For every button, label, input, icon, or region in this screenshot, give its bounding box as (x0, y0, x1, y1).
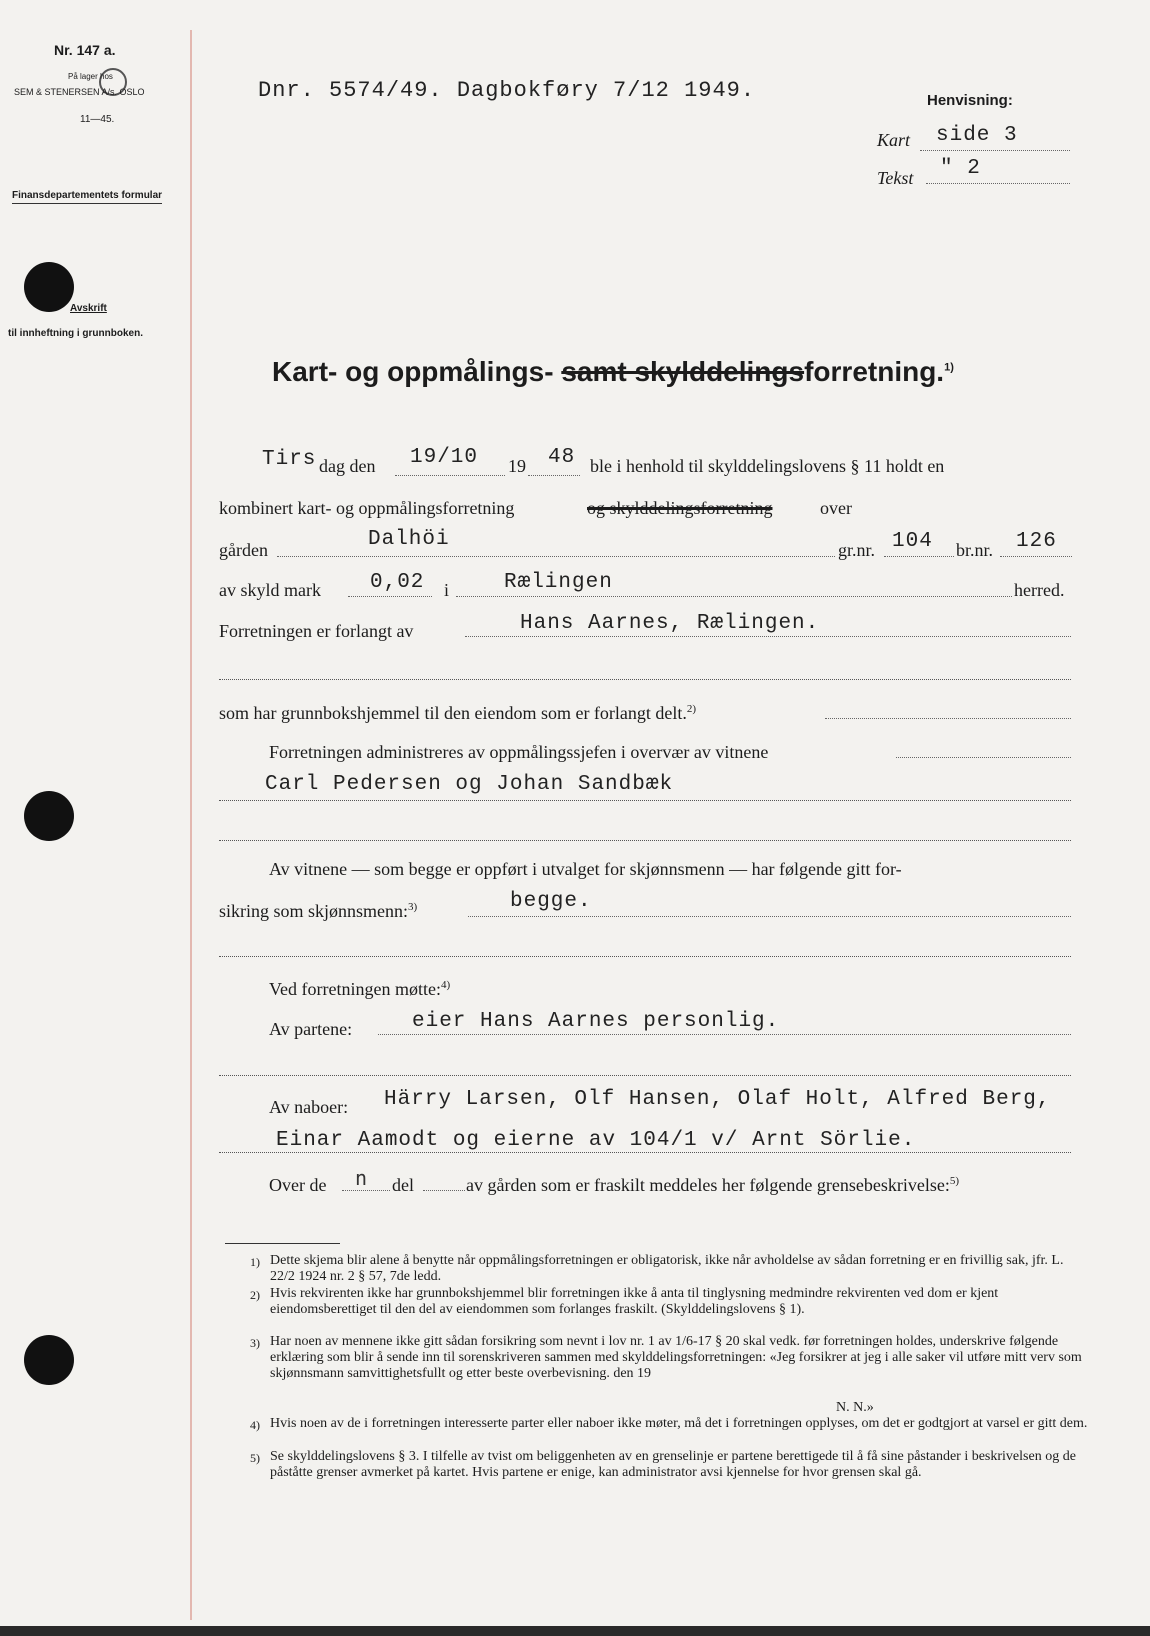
punch-hole (24, 791, 74, 841)
department-label: Finansdepartementets formular (12, 189, 162, 204)
date-field: 19/10 (410, 446, 479, 469)
footnote-number: 4) (250, 1418, 260, 1432)
l13-text-c: av gården som er fraskilt meddeles her følgende grensebeskrivelse:$^{5)}$ (466, 1175, 959, 1195)
footnote-5: Se skylddelingslovens § 3. I tilfelle av tvist om beliggenheten av en grenselinje er partene berettigede til å få sine påstander i beskrivelsen og de påståtte grenser avmerket på kartet. Hvis partene er enige, kan administrator avsi kjennelse for hvor grensen skal gå. (270, 1449, 1076, 1480)
l8-text: Av vitnene — som begge er oppført i utvalget for skjønnsmenn — har følgende gitt for- (269, 859, 902, 879)
weekday-field: Tirs (262, 448, 317, 471)
witnesses-field: Carl Pedersen og Johan Sandbæk (265, 773, 674, 796)
l9-text: sikring som skjønnsmenn:$^{3)}$ (219, 901, 418, 921)
skjonn-field: begge. (510, 890, 592, 913)
skyld-field: 0,02 (370, 571, 425, 594)
margin-rule (190, 30, 192, 1620)
parties-field: eier Hans Aarnes personlig. (412, 1010, 780, 1033)
l4-text-c: herred. (1014, 580, 1065, 600)
l7-text: Forretningen administreres av oppmålingssjefen i overvær av vitnene (269, 742, 769, 762)
l1-text-a: dag den (319, 456, 376, 476)
punch-hole (24, 1335, 74, 1385)
punch-hole (24, 262, 74, 312)
footnote-3: Har noen av mennene ikke gitt sådan forsikring som nevnt i lov nr. 1 av 1/6-17 § 20 skal vedk. før forretningen holdes, underskrive følgende erklæring som blir å sende inn til sorenskriveren sammen med skylddelingsforretningen: «Jeg forsikrer at jeg i alle saker vil utføre mitt verv som skjønnsmann samvittighetsfullt og etter beste overbevisning. den 19 (270, 1334, 1082, 1381)
l2-text-b: over (820, 498, 852, 518)
brnr-field: 126 (1016, 530, 1057, 553)
l6-text: som har grunnbokshjemmel til den eiendom som er forlangt delt.$^{2)}$ (219, 703, 697, 723)
l3-text-a: gården (219, 540, 268, 560)
year-field: 48 (548, 446, 576, 469)
title-footnote-ref: 1) (944, 361, 954, 374)
l5-text-a: Forretningen er forlangt av (219, 621, 414, 641)
brnr-label: br.nr. (956, 540, 994, 560)
footnote-3-signature: N. N.» (836, 1400, 874, 1415)
neighbours-line-2: Einar Aamodt og eierne av 104/1 v/ Arnt Sörlie. (276, 1129, 916, 1152)
l1-text-b: 19 (508, 456, 526, 476)
title-part-1: Kart- og oppmålings- (272, 356, 562, 387)
footnote-number: 1) (250, 1255, 260, 1269)
l10-text: Ved forretningen møtte:$^{4)}$ (269, 979, 451, 999)
footnote-number: 3) (250, 1336, 260, 1350)
avskrift-note: til innheftning i grunnboken. (8, 328, 143, 339)
form-date: 11—45. (80, 114, 115, 125)
kart-value: side 3 (936, 124, 1018, 147)
l4-text-b: i (444, 580, 450, 600)
grnr-label: gr.nr. (838, 540, 876, 560)
publisher-line-1: På lager hos (68, 72, 113, 81)
title-struck: samt skylddelings (561, 356, 805, 387)
kart-label: Kart (877, 130, 911, 150)
grnr-field: 104 (892, 530, 933, 553)
footnote-number: 2) (250, 1288, 260, 1302)
footnote-number: 5) (250, 1451, 260, 1465)
l4-text-a: av skyld mark (219, 580, 321, 600)
footnote-2: Hvis rekvirenten ikke har grunnbokshjemmel blir forretningen ikke å anta til tinglysning medmindre rekvirenten ved dom er kjent eiendomsberettiget til den del av eiendommen som forlanges fraskilt. (Skylddelingslovens § 1). (270, 1286, 999, 1317)
l1-text-c: ble i henhold til skylddelingslovens § 11 holdt en (590, 456, 945, 476)
requester-field: Hans Aarnes, Rælingen. (520, 612, 820, 635)
form-number: Nr. 147 a. (54, 42, 116, 58)
herred-field: Rælingen (504, 571, 613, 594)
henvisning-label: Henvisning: (927, 92, 1013, 109)
title-part-2: forretning. (804, 356, 945, 387)
tekst-label: Tekst (877, 168, 914, 188)
page-title (272, 356, 954, 388)
farm-name-field: Dalhöi (368, 528, 450, 551)
l2-struck-text: og skylddelingsforretning (587, 498, 773, 518)
tekst-value: " 2 (940, 157, 981, 180)
neighbours-line-1: Härry Larsen, Olf Hansen, Olaf Holt, Alfred Berg, (384, 1088, 1051, 1111)
publisher-line-2: SEM & STENERSEN A/s. OSLO (14, 87, 145, 97)
diary-number: Dnr. 5574/49. Dagbokføry 7/12 1949. (258, 78, 756, 103)
share-field: n (355, 1166, 368, 1190)
l13-text-b: del (392, 1175, 414, 1195)
footnote-4: Hvis noen av de i forretningen interesserte parter eller naboer ikke møter, må det i forretningen opplyses, om det er godtgjort at varsel er gitt dem. (270, 1416, 1088, 1431)
l2-text-a: kombinert kart- og oppmålingsforretning (219, 498, 515, 518)
footnote-1: Dette skjema blir alene å benytte når oppmålingsforretningen er obligatorisk, ikke når avholdelse av sådan forretning er en frivillig sak, jfr. L. 22/2 1924 nr. 2 § 57, 7de ledd. (270, 1253, 1064, 1284)
footnote-rule (225, 1243, 340, 1244)
avskrift-label: Avskrift (70, 303, 107, 314)
l12-text: Av naboer: (269, 1097, 349, 1117)
l11-text: Av partene: (269, 1019, 353, 1039)
l13-text-a: Over de (269, 1175, 327, 1195)
